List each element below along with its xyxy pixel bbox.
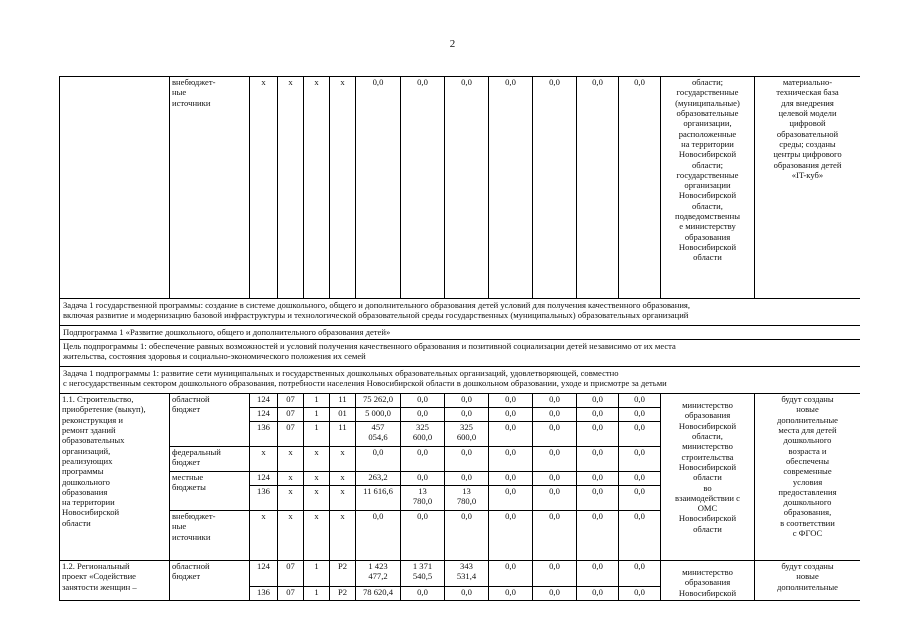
value-cell: 0,0	[445, 394, 489, 408]
value-cell: 0,0	[356, 447, 401, 472]
code-cell: x	[330, 447, 356, 472]
value-cell: 78 620,4	[356, 587, 401, 601]
value-cell: 457 054,6	[356, 422, 401, 447]
value-cell: 0,0	[577, 486, 619, 511]
code-cell: 1	[304, 561, 330, 587]
task-heading: Задача 1 государственной программы: создание в системе дошкольного, общего и дополнительного образования детей условий для получения качественного образования, включая развитие и модернизацию базовой инфраструктуры и технологической образовательной среды государственных (муниципальных) образовательных организаций	[60, 299, 861, 326]
code-cell: x	[278, 77, 304, 299]
code-cell: P2	[330, 587, 356, 601]
code-cell: 124	[250, 394, 278, 408]
value-cell: 0,0	[577, 394, 619, 408]
value-cell: 13 780,0	[401, 486, 445, 511]
code-cell: x	[304, 486, 330, 511]
executor-cell: министерство образования Новосибирской	[661, 561, 755, 601]
page-number: 2	[449, 38, 456, 50]
value-cell: 0,0	[533, 587, 577, 601]
code-cell: 1	[304, 408, 330, 422]
code-cell: 07	[278, 587, 304, 601]
value-cell: 0,0	[445, 587, 489, 601]
title-cell	[60, 77, 170, 299]
value-cell: 0,0	[577, 561, 619, 587]
value-cell: 0,0	[489, 561, 533, 587]
source-cell: областной бюджет	[170, 561, 250, 601]
code-cell: 136	[250, 422, 278, 447]
value-cell: 0,0	[401, 447, 445, 472]
executor-cell: области; государственные (муниципальные) образовательные организации, расположенные на территории Новосибирской области; государственные организации Новосибирской области, подведомственны е министерству образования Новосибирской области	[661, 77, 755, 299]
code-cell: 124	[250, 472, 278, 486]
code-cell: 124	[250, 408, 278, 422]
table-row	[60, 340, 861, 367]
code-cell: x	[278, 447, 304, 472]
table-row	[60, 299, 861, 326]
code-cell: x	[304, 77, 330, 299]
value-cell: 0,0	[577, 472, 619, 486]
value-cell: 0,0	[577, 408, 619, 422]
table-row	[60, 326, 861, 340]
value-cell: 0,0	[533, 486, 577, 511]
value-cell: 0,0	[533, 408, 577, 422]
value-cell: 0,0	[401, 408, 445, 422]
value-cell: 0,0	[533, 561, 577, 587]
result-cell: материально- техническая база для внедрения целевой модели цифровой образовательной среды; созданы центры цифрового образования детей «IT-куб»	[755, 77, 861, 299]
value-cell: 0,0	[489, 587, 533, 601]
value-cell: 0,0	[577, 447, 619, 472]
code-cell: 01	[330, 408, 356, 422]
value-cell: 0,0	[401, 394, 445, 408]
value-cell: 0,0	[577, 422, 619, 447]
code-cell: x	[330, 77, 356, 299]
code-cell: P2	[330, 561, 356, 587]
value-cell: 0,0	[356, 511, 401, 561]
code-cell: x	[304, 511, 330, 561]
code-cell: x	[250, 447, 278, 472]
subtask-heading: Задача 1 подпрограммы 1: развитие сети муниципальных и государственных дошкольных образовательных организаций, удовлетворяющей, совместно с негосударственным сектором дошкольного образования, потребности населения Новосибирской области в дошкольном образовании, уходе и присмотре за детьми	[60, 367, 861, 394]
value-cell: 0,0	[533, 394, 577, 408]
result-cell: будут созданы новые дополнительные места для детей дошкольного возраста и обеспечены современные условия предоставления дошкольного образования, в соответствии с ФГОС	[755, 394, 861, 561]
value-cell: 0,0	[533, 77, 577, 299]
table-row	[60, 367, 861, 394]
value-cell: 0,0	[577, 587, 619, 601]
value-cell: 0,0	[489, 408, 533, 422]
table-row	[60, 394, 861, 408]
value-cell: 0,0	[533, 511, 577, 561]
value-cell: 0,0	[489, 486, 533, 511]
value-cell: 0,0	[489, 447, 533, 472]
code-cell: 07	[278, 408, 304, 422]
executor-cell: министерство образования Новосибирской области, министерство строительства Новосибирской области во взаимодействии с ОМС Новосибирской области	[661, 394, 755, 561]
value-cell: 0,0	[533, 472, 577, 486]
code-cell: 1	[304, 422, 330, 447]
value-cell: 0,0	[401, 511, 445, 561]
value-cell: 1 371 540,5	[401, 561, 445, 587]
value-cell: 0,0	[489, 394, 533, 408]
measure-title: 1.1. Строительство, приобретение (выкуп), реконструкция и ремонт зданий образовательных организаций, реализующих программы дошкольного образования на территории Новосибирской области	[60, 394, 170, 561]
program-table	[59, 76, 860, 601]
code-cell: 1	[304, 587, 330, 601]
value-cell: 0,0	[445, 511, 489, 561]
value-cell: 0,0	[401, 587, 445, 601]
value-cell: 11 616,6	[356, 486, 401, 511]
code-cell: 07	[278, 394, 304, 408]
code-cell: 07	[278, 561, 304, 587]
value-cell: 0,0	[619, 77, 661, 299]
value-cell: 1 423 477,2	[356, 561, 401, 587]
code-cell: 136	[250, 486, 278, 511]
code-cell: x	[250, 77, 278, 299]
code-cell: x	[330, 486, 356, 511]
subprogram-heading: Подпрограмма 1 «Развитие дошкольного, общего и дополнительного образования детей»	[60, 326, 861, 340]
value-cell: 0,0	[577, 511, 619, 561]
value-cell: 0,0	[619, 511, 661, 561]
value-cell: 0,0	[619, 587, 661, 601]
value-cell: 0,0	[619, 472, 661, 486]
value-cell: 325 600,0	[401, 422, 445, 447]
table-row	[60, 77, 861, 299]
value-cell: 0,0	[445, 408, 489, 422]
table-row	[60, 561, 861, 587]
value-cell: 0,0	[619, 422, 661, 447]
code-cell: x	[330, 472, 356, 486]
value-cell: 0,0	[489, 472, 533, 486]
value-cell: 0,0	[619, 486, 661, 511]
value-cell: 0,0	[356, 77, 401, 299]
code-cell: 1	[304, 394, 330, 408]
source-cell: внебюджет- ные источники	[170, 511, 250, 561]
code-cell: x	[250, 511, 278, 561]
code-cell: 11	[330, 394, 356, 408]
code-cell: x	[278, 511, 304, 561]
value-cell: 0,0	[619, 408, 661, 422]
value-cell: 13 780,0	[445, 486, 489, 511]
value-cell: 0,0	[489, 422, 533, 447]
value-cell: 0,0	[489, 77, 533, 299]
value-cell: 0,0	[445, 472, 489, 486]
value-cell: 0,0	[577, 77, 619, 299]
source-cell: местные бюджеты	[170, 472, 250, 511]
code-cell: x	[330, 511, 356, 561]
value-cell: 325 600,0	[445, 422, 489, 447]
code-cell: 124	[250, 561, 278, 587]
source-cell: внебюджет- ные источники	[170, 77, 250, 299]
value-cell: 0,0	[619, 394, 661, 408]
value-cell: 5 000,0	[356, 408, 401, 422]
value-cell: 0,0	[489, 511, 533, 561]
code-cell: x	[278, 486, 304, 511]
value-cell: 0,0	[445, 447, 489, 472]
goal-heading: Цель подпрограммы 1: обеспечение равных возможностей и условий получения качественного образования и позитивной социализации детей независимо от их места жительства, состояния здоровья и социально-экономического положения их семей	[60, 340, 861, 367]
source-cell: областной бюджет	[170, 394, 250, 447]
value-cell: 0,0	[533, 447, 577, 472]
value-cell: 343 531,4	[445, 561, 489, 587]
value-cell: 0,0	[619, 447, 661, 472]
value-cell: 0,0	[619, 561, 661, 587]
code-cell: x	[304, 472, 330, 486]
code-cell: x	[304, 447, 330, 472]
source-cell: федеральный бюджет	[170, 447, 250, 472]
result-cell: будут созданы новые дополнительные	[755, 561, 861, 601]
document-table-wrapper	[59, 76, 860, 616]
value-cell: 0,0	[533, 422, 577, 447]
value-cell: 0,0	[401, 472, 445, 486]
value-cell: 0,0	[401, 77, 445, 299]
code-cell: 136	[250, 587, 278, 601]
value-cell: 263,2	[356, 472, 401, 486]
measure-title: 1.2. Региональный проект «Содействие занятости женщин –	[60, 561, 170, 601]
value-cell: 75 262,0	[356, 394, 401, 408]
code-cell: x	[278, 472, 304, 486]
code-cell: 11	[330, 422, 356, 447]
code-cell: 07	[278, 422, 304, 447]
value-cell: 0,0	[445, 77, 489, 299]
